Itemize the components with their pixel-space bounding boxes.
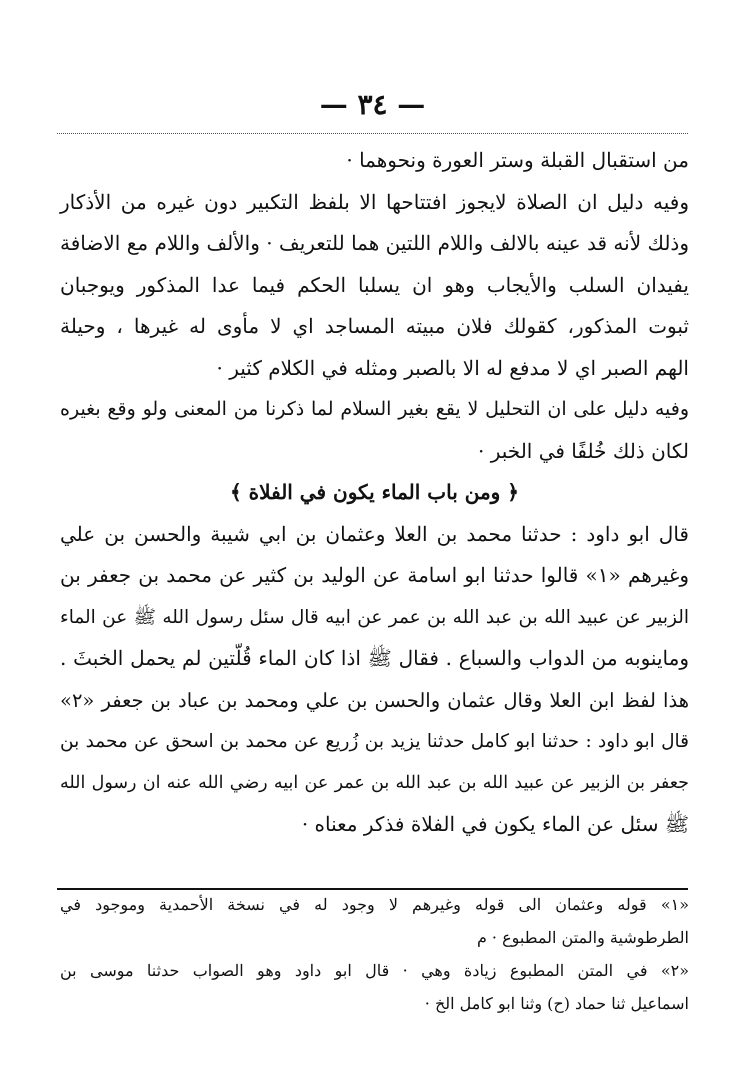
text-line: ﷺ سئل عن الماء يكون في الفلاة فذكر معناه · (301, 812, 689, 836)
footnote-line: «٢» في المتن المطبوع زيادة وهي · قال ابو داود وهو الصواب حدثنا موسى بن (60, 961, 689, 980)
page-number: — ٣٤ — (319, 88, 426, 121)
text-line: وذلك لأنه قد عينه بالالف واللام اللتين هما للتعريف · والألف واللام مع الاضافة (60, 231, 689, 255)
text-line: الهم الصبر اي لا مدفع له الا بالصبر ومثله في الكلام كثير · (216, 355, 689, 380)
text-line: الزبير عن عبيد الله بن عبد الله بن عمر عن ابيه قال سئل رسول الله ﷺ عن الماء (60, 606, 689, 628)
footnote-line: الطرطوشية والمتن المطبوع · م (476, 928, 689, 947)
footnotes (60, 888, 689, 1020)
text-line: ثبوت المذكور، كقولك فلان مبيته المساجد اي لا مأوى له غيرها ، وحيلة (60, 314, 689, 338)
footnote-line: اسماعيل ثنا حماد (ح) وثنا ابو كامل الخ · (424, 994, 689, 1013)
text-line: هذا لفظ ابن العلا وقال عثمان والحسن بن علي ومحمد بن عباد بن جعفر «٢» (60, 688, 689, 712)
text-line: وفيه دليل على ان التحليل لا يقع بغير السلام لما ذكرنا من المعنى ولو وقع بغيره (60, 398, 689, 420)
text-line: وغيرهم «١» قالوا حدثنا ابو اسامة عن الوليد بن كثير عن محمد بن جعفر بن (60, 563, 690, 587)
main-text (60, 140, 689, 846)
text-line: وماينوبه من الدواب والسباع . فقال ﷺ اذا كان الماء قُلّتين لم يحمل الخبثَ . (60, 646, 689, 670)
text-line: وفيه دليل ان الصلاة لايجوز افتتاحها الا بلفظ التكبير دون غيره من الأذكار (60, 189, 689, 214)
section-heading: ﴿ ومن باب الماء يكون في الفلاة ﴾ (229, 480, 519, 504)
text-line: لكان ذلك خُلفًا في الخبر · (478, 438, 689, 463)
text-line: يفيدان السلب والأيجاب وهو ان يسلبا الحكم فيما عدا المذكور ويوجبان (60, 272, 689, 297)
text-line: قال ابو داود : حدثنا ابو كامل حدثنا يزيد بن زُريع عن محمد بن اسحق عن محمد بن (60, 731, 689, 752)
header-divider (57, 133, 688, 134)
text-line: قال ابو داود : حدثنا محمد بن العلا وعثمان بن ابي شيبة والحسن بن علي (60, 521, 689, 546)
footnote-line: «١» قوله وعثمان الى قوله وغيرهم لا وجود له في نسخة الأحمدية وموجود في (60, 895, 689, 914)
text-line: من استقبال القبلة وستر العورة ونحوهما · (346, 148, 689, 172)
text-line: جعفر بن الزبير عن عبيد الله بن عبد الله بن عمر عن ابيه رضي الله عنه ان رسول الله (60, 772, 689, 793)
